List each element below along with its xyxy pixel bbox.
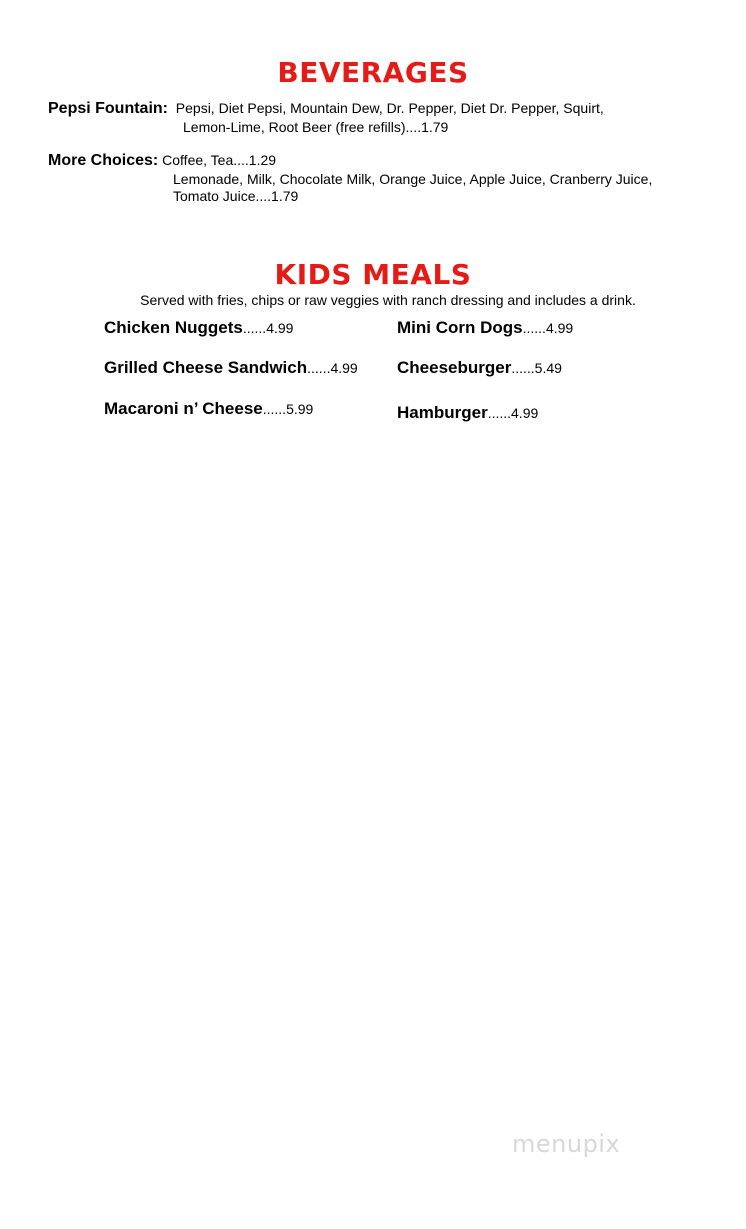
kids-item-hamburger: [397, 403, 538, 423]
beverages-title: BEVERAGES: [277, 56, 469, 89]
kids-item-name: Grilled Cheese Sandwich: [104, 358, 308, 377]
kids-item-chicken-nuggets: [104, 318, 293, 338]
pepsi-fountain-items: Pepsi, Diet Pepsi, Mountain Dew, Dr. Pepper, Diet Dr. Pepper, Squirt,: [175, 100, 604, 116]
kids-meals-subtitle: Served with fries, chips or raw veggies with ranch dressing and includes a drink.: [140, 292, 636, 308]
more-choices-items-cont: Lemonade, Milk, Chocolate Milk, Orange Juice, Apple Juice, Cranberry Juice,: [173, 171, 653, 187]
menupix-watermark: menupix: [512, 1130, 621, 1158]
more-choices-row: [48, 151, 276, 170]
kids-item-cheeseburger: [397, 358, 562, 378]
kids-item-grilled-cheese: [104, 358, 358, 378]
pepsi-fountain-label: Pepsi Fountain:: [48, 100, 168, 117]
more-choices-items: Coffee, Tea....1.29: [162, 152, 277, 168]
kids-item-price: ......4.99: [487, 405, 539, 421]
kids-item-price: ......5.49: [511, 360, 562, 376]
kids-item-name: Macaroni n’ Cheese: [104, 399, 263, 418]
kids-item-price: ......5.99: [262, 401, 314, 417]
kids-item-mini-corn-dogs: [397, 318, 573, 338]
more-choices-label: More Choices:: [48, 152, 159, 169]
pepsi-fountain-row: [48, 99, 604, 118]
kids-item-price: ......4.99: [522, 320, 574, 336]
kids-item-macaroni: [104, 399, 313, 419]
kids-item-name: Mini Corn Dogs: [397, 318, 523, 337]
pepsi-fountain-items-cont: Lemon-Lime, Root Beer (free refills)....1.79: [183, 119, 449, 135]
more-choices-items-cont-2: Tomato Juice....1.79: [173, 188, 299, 204]
kids-item-name: Hamburger: [397, 403, 488, 422]
kids-item-name: Chicken Nuggets: [104, 318, 243, 337]
kids-item-name: Cheeseburger: [397, 358, 512, 377]
kids-item-price: ......4.99: [307, 360, 358, 376]
kids-meals-title: KIDS MEALS: [274, 258, 472, 291]
kids-item-price: ......4.99: [242, 320, 294, 336]
